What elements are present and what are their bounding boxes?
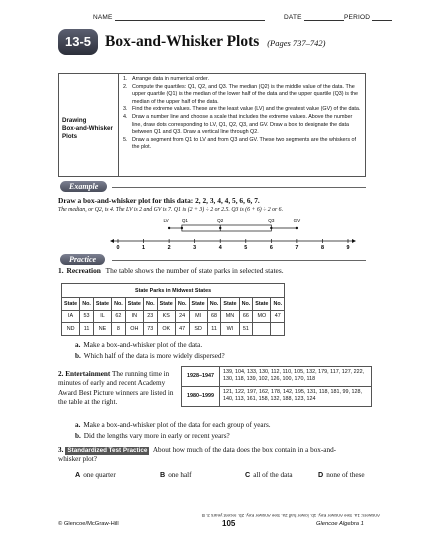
- choice-text: one quarter: [83, 471, 116, 479]
- table-cell: WI: [221, 323, 239, 336]
- gv-point: [296, 227, 298, 229]
- table-cell: ND: [62, 323, 80, 336]
- choice-b[interactable]: [160, 470, 192, 479]
- column-header: No.: [175, 298, 189, 311]
- step-number: 3.: [123, 106, 128, 113]
- question-number: 2.: [58, 370, 64, 378]
- axis-tick-label: 3: [193, 245, 197, 250]
- column-header: State: [62, 298, 80, 311]
- table-cell: 47: [175, 323, 189, 336]
- question-1a: [75, 341, 202, 349]
- table-header-row: [62, 298, 285, 311]
- column-header: No.: [207, 298, 221, 311]
- step-text: Compute the quartiles: Q1, Q2, and Q3. The median (Q2) is the middle value of the data. The upper quartile (Q1) is the median of the lower half of the data and the upper quartile (Q3) is the median of the upper half of the data.: [132, 83, 358, 105]
- step-number: 4.: [123, 113, 128, 120]
- axis-tick-label: 2: [167, 245, 171, 250]
- axis-arrow-left: [110, 239, 114, 243]
- axis-tick-label: 5: [244, 245, 248, 250]
- q2-label: Q2: [217, 218, 224, 223]
- years-cell: 1980–1999: [182, 386, 220, 406]
- column-header: No.: [239, 298, 253, 311]
- question-3: [58, 446, 358, 465]
- lesson-title-text: Box-and-Whisker Plots: [105, 33, 260, 50]
- sub-label: a.: [75, 421, 81, 429]
- column-header: No.: [80, 298, 94, 311]
- column-header: No.: [112, 298, 126, 311]
- practice-rule: [112, 260, 366, 261]
- table-cell: 62: [112, 310, 126, 323]
- steps-list: [123, 76, 363, 152]
- standardized-test-badge: Standardized Test Practice: [67, 447, 148, 454]
- choice-c[interactable]: [245, 470, 293, 479]
- choice-letter: A: [75, 470, 81, 479]
- table-cell: IL: [93, 310, 111, 323]
- table-cell: 51: [239, 323, 253, 336]
- question-text: The running time in minutes of early and recent Academy Award Best Picture winners are listed in the table at the right.: [58, 370, 174, 406]
- table-row: [62, 310, 285, 323]
- example-rule: [112, 187, 366, 188]
- date-blank[interactable]: [304, 14, 344, 21]
- name-line: [93, 14, 265, 21]
- table-cell: KS: [157, 310, 175, 323]
- lesson-number-badge: 13-5: [58, 29, 98, 55]
- gv-label: GV: [293, 218, 301, 223]
- table-cell: 73: [143, 323, 157, 336]
- table-cell: [271, 323, 285, 336]
- step-text: Draw a segment from Q1 to LV and from Q3 and GV. These two segments are the whiskers of the plot.: [132, 136, 357, 151]
- table-row: [182, 367, 372, 387]
- q1-point: [181, 227, 183, 229]
- answer-key-upside-down: Answers: 1a. See Answer Key. 1b. lower half 2a. See Answer Key. 2b. recent years 3. B: [201, 513, 380, 518]
- step-text: Draw a number line and choose a scale that includes the extreme values. Above the number line, draw dots corresponding to LV, Q1, Q2, Q3, and GV. Draw a box to designate the data between Q1 and Q3. Draw a vertical line through Q2.: [132, 113, 353, 136]
- table-cell: 53: [80, 310, 94, 323]
- sub-label: b.: [75, 432, 81, 440]
- table-cell: NE: [93, 323, 111, 336]
- choice-letter: B: [160, 470, 166, 479]
- step-item: [123, 137, 363, 152]
- lv-point: [168, 227, 170, 229]
- axis-tick-label: 7: [295, 245, 299, 250]
- table-row: [62, 323, 285, 336]
- table-cell: 11: [207, 323, 221, 336]
- question-2a: [75, 421, 271, 429]
- table-title: State Parks in Midwest States: [62, 284, 285, 298]
- question-topic: Entertainment: [65, 370, 111, 378]
- step-number: 5.: [123, 136, 128, 143]
- column-header: State: [125, 298, 143, 311]
- period-label: PERIOD: [344, 14, 371, 21]
- q3-point: [270, 227, 272, 229]
- table-cell: MN: [221, 310, 239, 323]
- step-text: Arrange data in numerical order.: [132, 76, 210, 82]
- table-cell: OH: [125, 323, 143, 336]
- sub-label: b.: [75, 352, 81, 360]
- period-blank[interactable]: [372, 14, 392, 21]
- axis-tick-label: 8: [320, 245, 324, 250]
- table-cell: IN: [125, 310, 143, 323]
- question-2b: [75, 432, 230, 440]
- choice-text: all of the data: [253, 471, 293, 479]
- table-cell: SD: [189, 323, 207, 336]
- axis-tick-label: 1: [142, 245, 146, 250]
- years-cell: 1928–1947: [182, 367, 220, 387]
- lesson-pages: (Pages 737–742): [267, 38, 326, 48]
- choice-text: none of these: [326, 471, 365, 479]
- question-text: About how much of the data does the box contain in a box-and-whisker plot?: [58, 446, 337, 464]
- example-box-plot: [108, 216, 358, 250]
- state-parks-table: [61, 283, 285, 336]
- steps-box: [58, 73, 366, 177]
- question-number: 1.: [58, 266, 64, 275]
- question-topic: Recreation: [66, 266, 101, 275]
- lv-label: LV: [163, 218, 169, 223]
- axis-tick-label: 0: [116, 245, 120, 250]
- sub-text: Did the lengths vary more in early or recent years?: [83, 432, 230, 440]
- step-text: Find the extreme values. These are the least value (LV) and the greatest value (GV) of the data.: [132, 106, 361, 113]
- axis-tick-label: 4: [218, 245, 222, 250]
- table-cell: MI: [189, 310, 207, 323]
- axis-arrow-right: [352, 239, 356, 243]
- name-label: NAME: [93, 14, 113, 21]
- choice-letter: C: [245, 470, 251, 479]
- table-cell: 8: [112, 323, 126, 336]
- q1-label: Q1: [181, 218, 188, 223]
- column-header: No.: [271, 298, 285, 311]
- sub-text: Make a box-and-whisker plot of the data.: [83, 341, 203, 349]
- table-cell: 66: [239, 310, 253, 323]
- axis-tick-label: 6: [269, 245, 273, 250]
- table-cell: 47: [271, 310, 285, 323]
- example-answer: The median, or Q2, is 4. The LV is 2 and GV is 7. Q1 is (2 + 3) ÷ 2 or 2.5. Q3 is (6 + 6) ÷ 2 or 6.: [58, 207, 284, 213]
- running-time-table: [181, 366, 372, 407]
- choice-letter: D: [318, 470, 324, 479]
- example-tab: Example: [60, 181, 107, 192]
- steps-label: [59, 74, 119, 176]
- table-cell: OK: [157, 323, 175, 336]
- choice-a[interactable]: [75, 470, 116, 479]
- column-header: State: [93, 298, 111, 311]
- step-item: [123, 114, 363, 137]
- axis-tick-label: 9: [346, 245, 350, 250]
- table-row: [182, 386, 372, 406]
- name-blank[interactable]: [115, 14, 265, 21]
- q2-point: [219, 227, 221, 229]
- column-header: State: [253, 298, 271, 311]
- question-1b: [75, 352, 225, 360]
- table-cell: 24: [175, 310, 189, 323]
- question-number: 3.: [58, 446, 64, 454]
- steps-label-line: Plots: [62, 133, 78, 140]
- lesson-title: [105, 33, 326, 51]
- date-line: [284, 14, 344, 21]
- values-cell: 139, 104, 133, 130, 112, 110, 105, 132, 179, 117, 127, 222, 130, 118, 139, 102, 126, 100, 170, 118: [220, 367, 372, 387]
- box: [182, 225, 271, 231]
- step-item: [123, 76, 363, 84]
- column-header: State: [189, 298, 207, 311]
- question-text: The table shows the number of state parks in selected states.: [105, 266, 284, 275]
- date-label: DATE: [284, 14, 302, 21]
- step-number: 2.: [123, 83, 128, 90]
- choice-d[interactable]: [318, 470, 365, 479]
- sub-text: Make a box-and-whisker plot of the data for each group of years.: [83, 421, 271, 429]
- table-cell: IA: [62, 310, 80, 323]
- steps-label-line: Box-and-Whisker: [62, 125, 113, 132]
- table-cell: MO: [253, 310, 271, 323]
- question-1: [58, 266, 284, 275]
- choice-text: one half: [168, 471, 192, 479]
- example-question: Draw a box-and-whisker plot for this data: 2, 2, 3, 4, 4, 5, 6, 6, 7.: [58, 196, 260, 205]
- column-header: State: [221, 298, 239, 311]
- footer-book-title: Glencoe Algebra 1: [316, 521, 364, 527]
- table-cell: 11: [80, 323, 94, 336]
- period-line: [344, 14, 392, 21]
- table-cell: 23: [143, 310, 157, 323]
- table-cell: [253, 323, 271, 336]
- question-2: [58, 370, 178, 407]
- footer-page-number: 105: [222, 519, 236, 528]
- step-item: [123, 84, 363, 107]
- practice-tab: Practice: [60, 254, 105, 265]
- table-cell: 68: [207, 310, 221, 323]
- step-item: [123, 106, 363, 114]
- column-header: State: [157, 298, 175, 311]
- sub-text: Which half of the data is more widely dispersed?: [83, 352, 225, 360]
- values-cell: 121, 122, 197, 162, 178, 142, 195, 131, 118, 181, 99, 128, 140, 113, 161, 158, 132, 188, 123, 124: [220, 386, 372, 406]
- q3-label: Q3: [268, 218, 275, 223]
- sub-label: a.: [75, 341, 81, 349]
- steps-label-line: Drawing: [62, 117, 87, 124]
- column-header: No.: [143, 298, 157, 311]
- step-number: 1.: [123, 76, 128, 82]
- footer-copyright: © Glencoe/McGraw-Hill: [58, 521, 119, 527]
